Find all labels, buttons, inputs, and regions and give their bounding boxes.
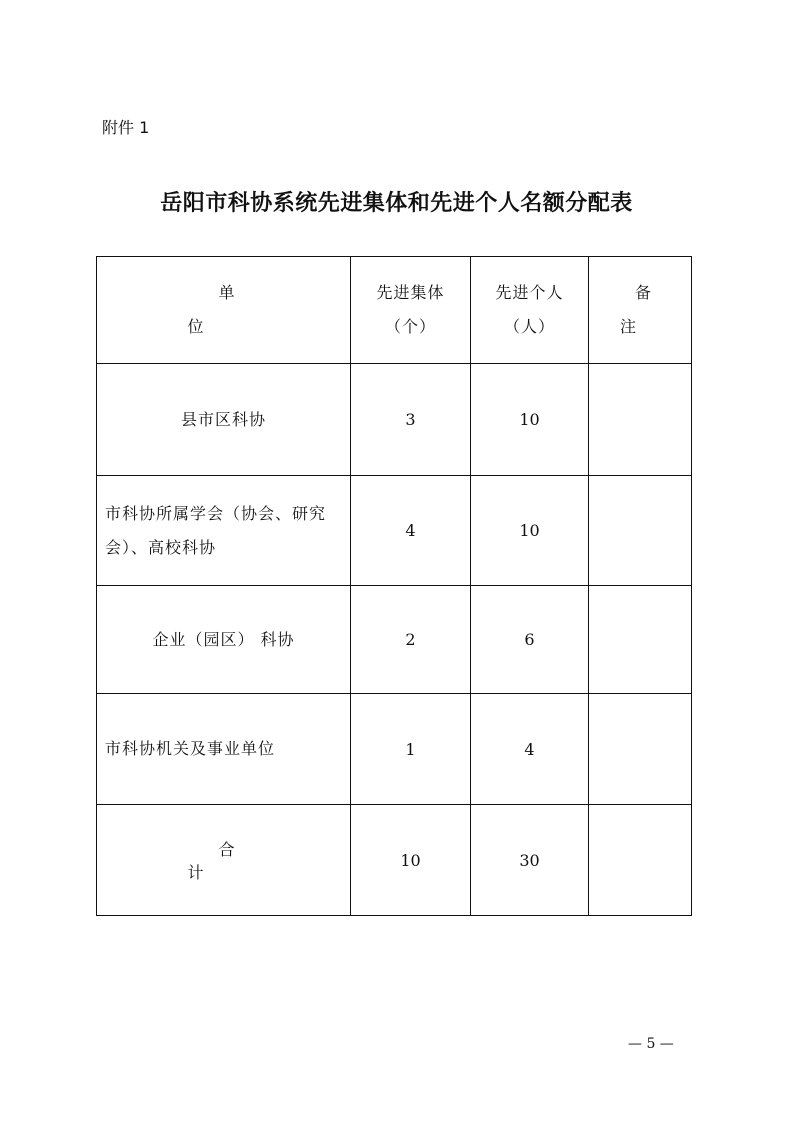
row-collective-count: 2	[351, 586, 471, 694]
table-row	[97, 364, 692, 476]
header-advanced-individual	[471, 257, 589, 364]
row-individual-count: 6	[471, 586, 589, 694]
header-unit	[97, 257, 363, 364]
row-unit: 县市区科协	[97, 364, 351, 476]
document-title: 岳阳市科协系统先进集体和先进个人名额分配表	[160, 191, 633, 216]
total-collective-count: 10	[351, 805, 471, 916]
row-unit: 市科协机关及事业单位	[97, 694, 351, 805]
quota-allocation-table	[96, 256, 716, 916]
total-label: 合 计	[187, 840, 363, 882]
row-individual-count: 10	[471, 364, 589, 476]
row-remarks	[589, 476, 692, 586]
header-individual-line2: （人）	[503, 317, 555, 336]
table-row	[97, 586, 692, 694]
row-remarks	[589, 586, 692, 694]
attachment-label: 附件 1	[102, 118, 150, 137]
row-individual-count: 10	[471, 476, 589, 586]
header-unit-text: 单 位	[187, 283, 363, 336]
header-individual-line1: 先进个人	[495, 283, 564, 302]
table-total-row	[97, 805, 692, 916]
header-collective-line2: （个）	[384, 317, 436, 336]
row-unit: 市科协所属学会（协会、研究会）、高校科协	[97, 476, 351, 586]
row-collective-count: 1	[351, 694, 471, 805]
page-number: — 5 —	[628, 1036, 674, 1052]
table-row	[97, 476, 692, 586]
header-advanced-collective	[351, 257, 471, 364]
total-remarks	[589, 805, 692, 916]
header-remarks-text: 备 注	[619, 283, 716, 336]
table-row	[97, 694, 692, 805]
row-collective-count: 3	[351, 364, 471, 476]
total-individual-count: 30	[471, 805, 589, 916]
table-header-row	[97, 257, 692, 364]
row-remarks	[589, 364, 692, 476]
total-label-cell	[97, 805, 363, 916]
row-collective-count: 4	[351, 476, 471, 586]
header-remarks	[589, 257, 716, 364]
header-collective-line1: 先进集体	[376, 283, 445, 302]
row-unit: 企业（园区） 科协	[97, 586, 351, 694]
row-remarks	[589, 694, 692, 805]
row-individual-count: 4	[471, 694, 589, 805]
